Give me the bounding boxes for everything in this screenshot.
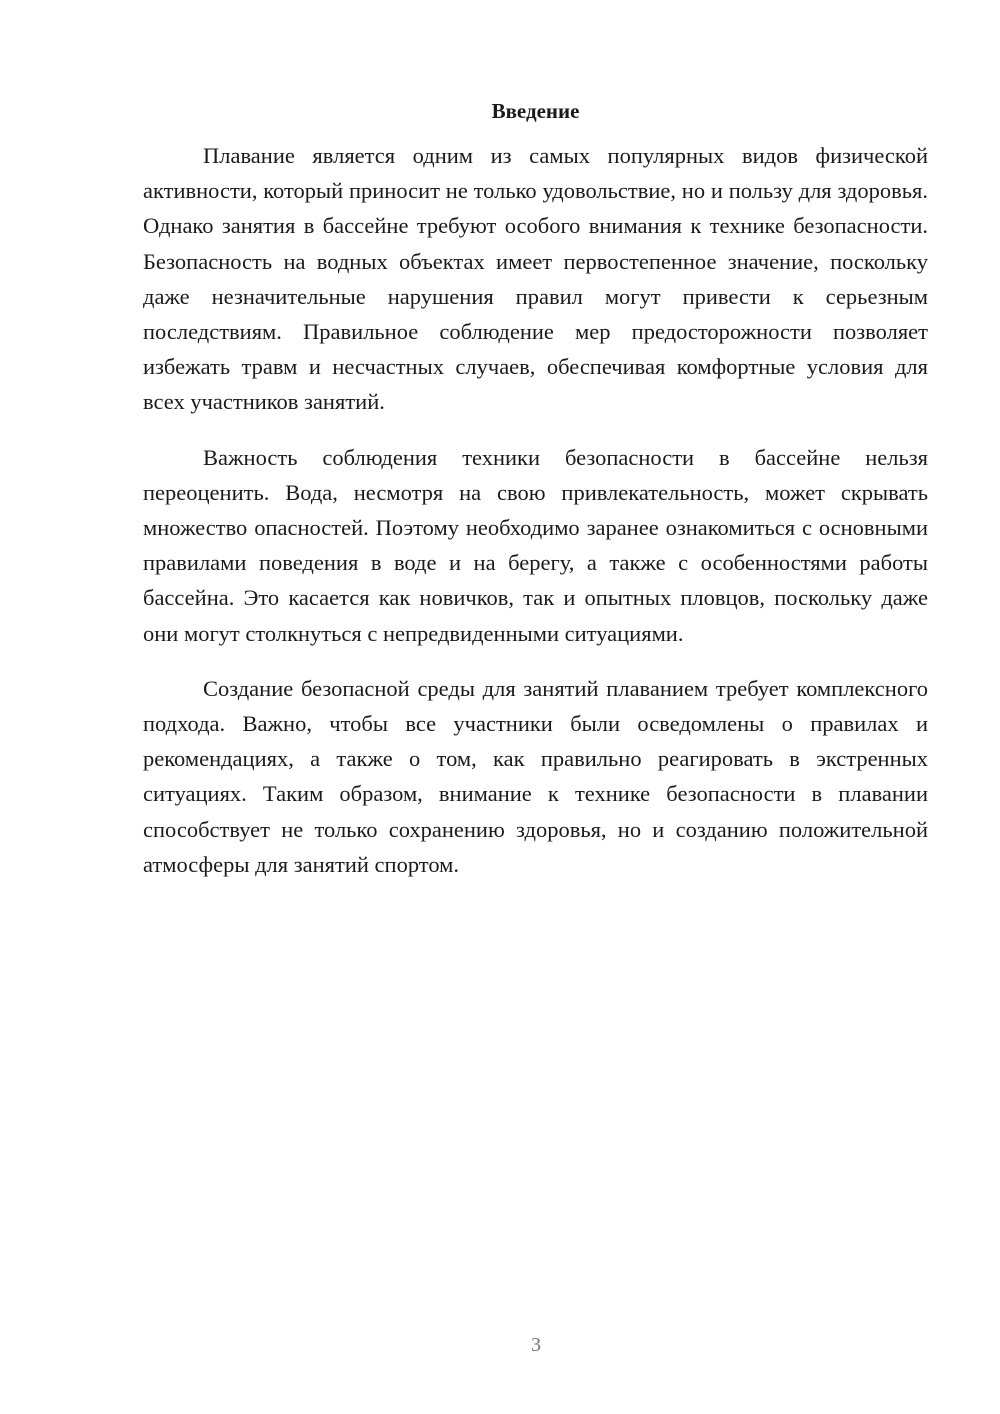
paragraph-1: Плавание является одним из самых популярных видов физической активности, который приносит не только удовольствие, но и пользу для здоровья. Однако занятия в бассейне требуют особого внимания к технике безопасности. Безопасность на водных объектах имеет первостепенное значение, поскольку даже незначительные нарушения правил могут привести к серьезным последствиям. Правильное соблюдение мер предосторожности позволяет избежать травм и несчастных случаев, обеспечивая комфортные условия для всех участников занятий. <box>143 143 928 415</box>
paragraph-2: Важность соблюдения техники безопасности в бассейне нельзя переоценить. Вода, несмотря на свою привлекательность, может скрывать множество опасностей. Поэтому необходимо заранее ознакомиться с основными правилами поведения в воде и на берегу, а также с особенностями работы бассейна. Это касается как новичков, так и опытных пловцов, поскольку даже они могут столкнуться с непредвиденными ситуациями. <box>143 444 928 646</box>
page-content <box>143 96 928 902</box>
paragraph-3: Создание безопасной среды для занятий плаванием требует комплексного подхода. Важно, чтобы все участники были осведомлены о правилах и рекомендациях, а также о том, как правильно реагировать в экстренных ситуациях. Таким образом, внимание к технике безопасности в плавании способствует не только сохранению здоровья, но и созданию положительной атмосферы для занятий спортом. <box>143 675 928 877</box>
page-number: 3 <box>531 1334 541 1356</box>
section-heading: Введение <box>491 99 580 123</box>
